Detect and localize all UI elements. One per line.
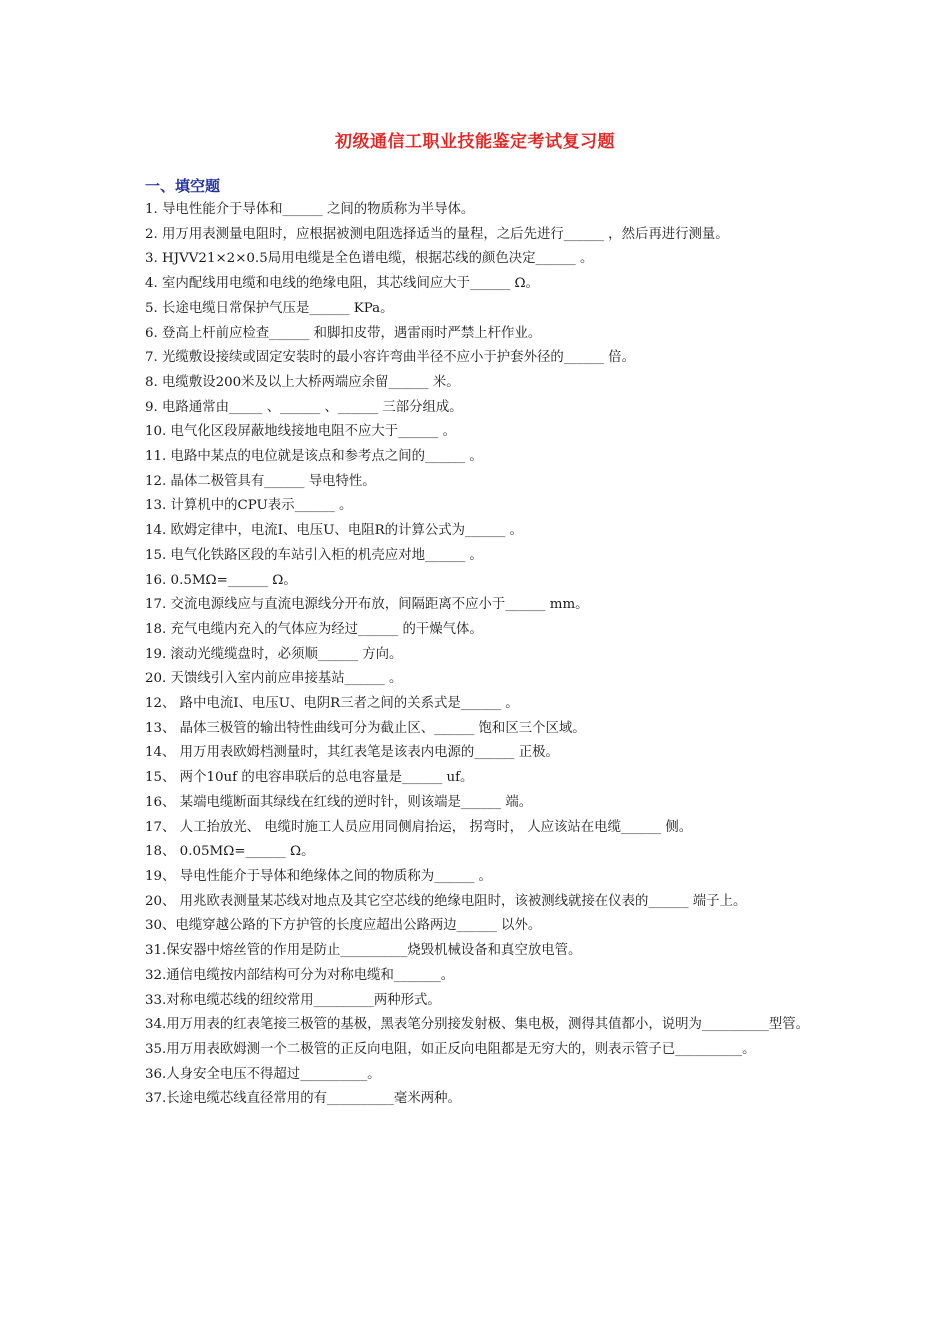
question-item: 6. 登高上杆前应检查______ 和脚扣皮带，遇雷雨时严禁上杆作业。 <box>145 325 542 341</box>
question-item: 35.用万用表欧姆测一个二极管的正反向电阻，如正反向电阻都是无穷大的，则表示管子已__________。 <box>145 1041 756 1057</box>
question-item: 18、 0.05MΩ=______ Ω。 <box>145 844 315 860</box>
question-item: 8. 电缆敷设200米及以上大桥两端应余留______ 米。 <box>145 374 460 390</box>
question-item: 33.对称电缆芯线的纽绞常用_________两种形式。 <box>145 992 441 1008</box>
question-item: 15、 两个10uf 的电容串联后的总电容量是______ uf。 <box>145 770 474 786</box>
question-item: 2. 用万用表测量电阻时，应根据被测电阻选择适当的量程，之后先进行______ ，然后再进行测量。 <box>145 226 729 242</box>
section-heading: 一、填空题 <box>145 177 221 195</box>
question-item: 13. 计算机中的CPU表示______ 。 <box>145 498 353 514</box>
question-item: 13、 晶体三极管的输出特性曲线可分为截止区、______ 饱和区三个区域。 <box>145 720 586 736</box>
question-item: 12、 路中电流I、电压U、电阴R三者之间的关系式是______ 。 <box>145 696 519 712</box>
question-item: 37.长途电缆芯线直径常用的有__________毫米两种。 <box>145 1091 461 1107</box>
question-item: 3. HJVV21×2×0.5局用电缆是全色谱电缆，根据芯线的颜色决定______ 。 <box>145 251 594 267</box>
document-title: 初级通信工职业技能鉴定考试复习题 <box>335 132 615 152</box>
question-item: 34.用万用表的红表笔接三极管的基极，黑表笔分别接发射极、集电极，测得其值都小，说明为__________型管。 <box>145 1017 810 1033</box>
question-item: 4. 室内配线用电缆和电线的绝缘电阻，其芯线间应大于______ Ω。 <box>145 276 539 292</box>
question-list <box>145 198 810 1112</box>
question-item: 11. 电路中某点的电位就是该点和参考点之间的______ 。 <box>145 449 483 465</box>
question-item: 17、 人工抬放光、 电缆时施工人员应用同侧肩抬运， 拐弯时， 人应该站在电缆______ 侧。 <box>145 819 693 835</box>
question-item: 18. 充气电缆内充入的气体应为经过______ 的干燥气体。 <box>145 621 483 637</box>
question-item: 7. 光缆敷设接续或固定安装时的最小容许弯曲半径不应小于护套外径的______ 倍。 <box>145 350 635 366</box>
question-item: 20、 用兆欧表测量某芯线对地点及其它空芯线的绝缘电阻时，该被测线就接在仪表的______ 端子上。 <box>145 893 747 909</box>
question-item: 1. 导电性能介于导体和______ 之间的物质称为半导体。 <box>145 202 475 217</box>
question-item: 9. 电路通常由_____ 、______ 、______ 三部分组成。 <box>145 399 463 415</box>
question-item: 32.通信电缆按内部结构可分为对称电缆和_______。 <box>145 967 455 983</box>
question-item: 16. 0.5MΩ=______ Ω。 <box>145 572 297 588</box>
question-item: 36.人身安全电压不得超过__________。 <box>145 1066 381 1082</box>
question-item: 14. 欧姆定律中，电流I、电压U、电阻R的计算公式为______ 。 <box>145 523 523 539</box>
question-item: 16、 某端电缆断面其绿线在红线的逆时针，则该端是______ 端。 <box>145 794 533 810</box>
question-item: 10. 电气化区段屏蔽地线接地电阻不应大于______ 。 <box>145 424 457 440</box>
question-item: 12. 晶体二极管具有______ 导电特性。 <box>145 473 376 489</box>
question-item: 19. 滚动光缆缆盘时，必须顺______ 方向。 <box>145 646 403 662</box>
question-item: 31.保安器中熔丝管的作用是防止__________烧毁机械设备和真空放电管。 <box>145 943 582 959</box>
question-item: 5. 长途电缆日常保护气压是______ KPa。 <box>145 300 394 316</box>
question-item: 19、 导电性能介于导体和绝缘体之间的物质称为______ 。 <box>145 868 492 884</box>
question-item: 17. 交流电源线应与直流电源线分开布放，间隔距离不应小于______ mm。 <box>145 597 589 613</box>
question-item: 15. 电气化铁路区段的车站引入柜的机壳应对地______ 。 <box>145 547 483 563</box>
question-item: 30、电缆穿越公路的下方护管的长度应超出公路两边______ 以外。 <box>145 918 542 934</box>
question-item: 14、 用万用表欧姆档测量时，其红表笔是该表内电源的______ 正极。 <box>145 745 559 761</box>
question-item: 20. 天馈线引入室内前应串接基站______ 。 <box>145 671 403 687</box>
